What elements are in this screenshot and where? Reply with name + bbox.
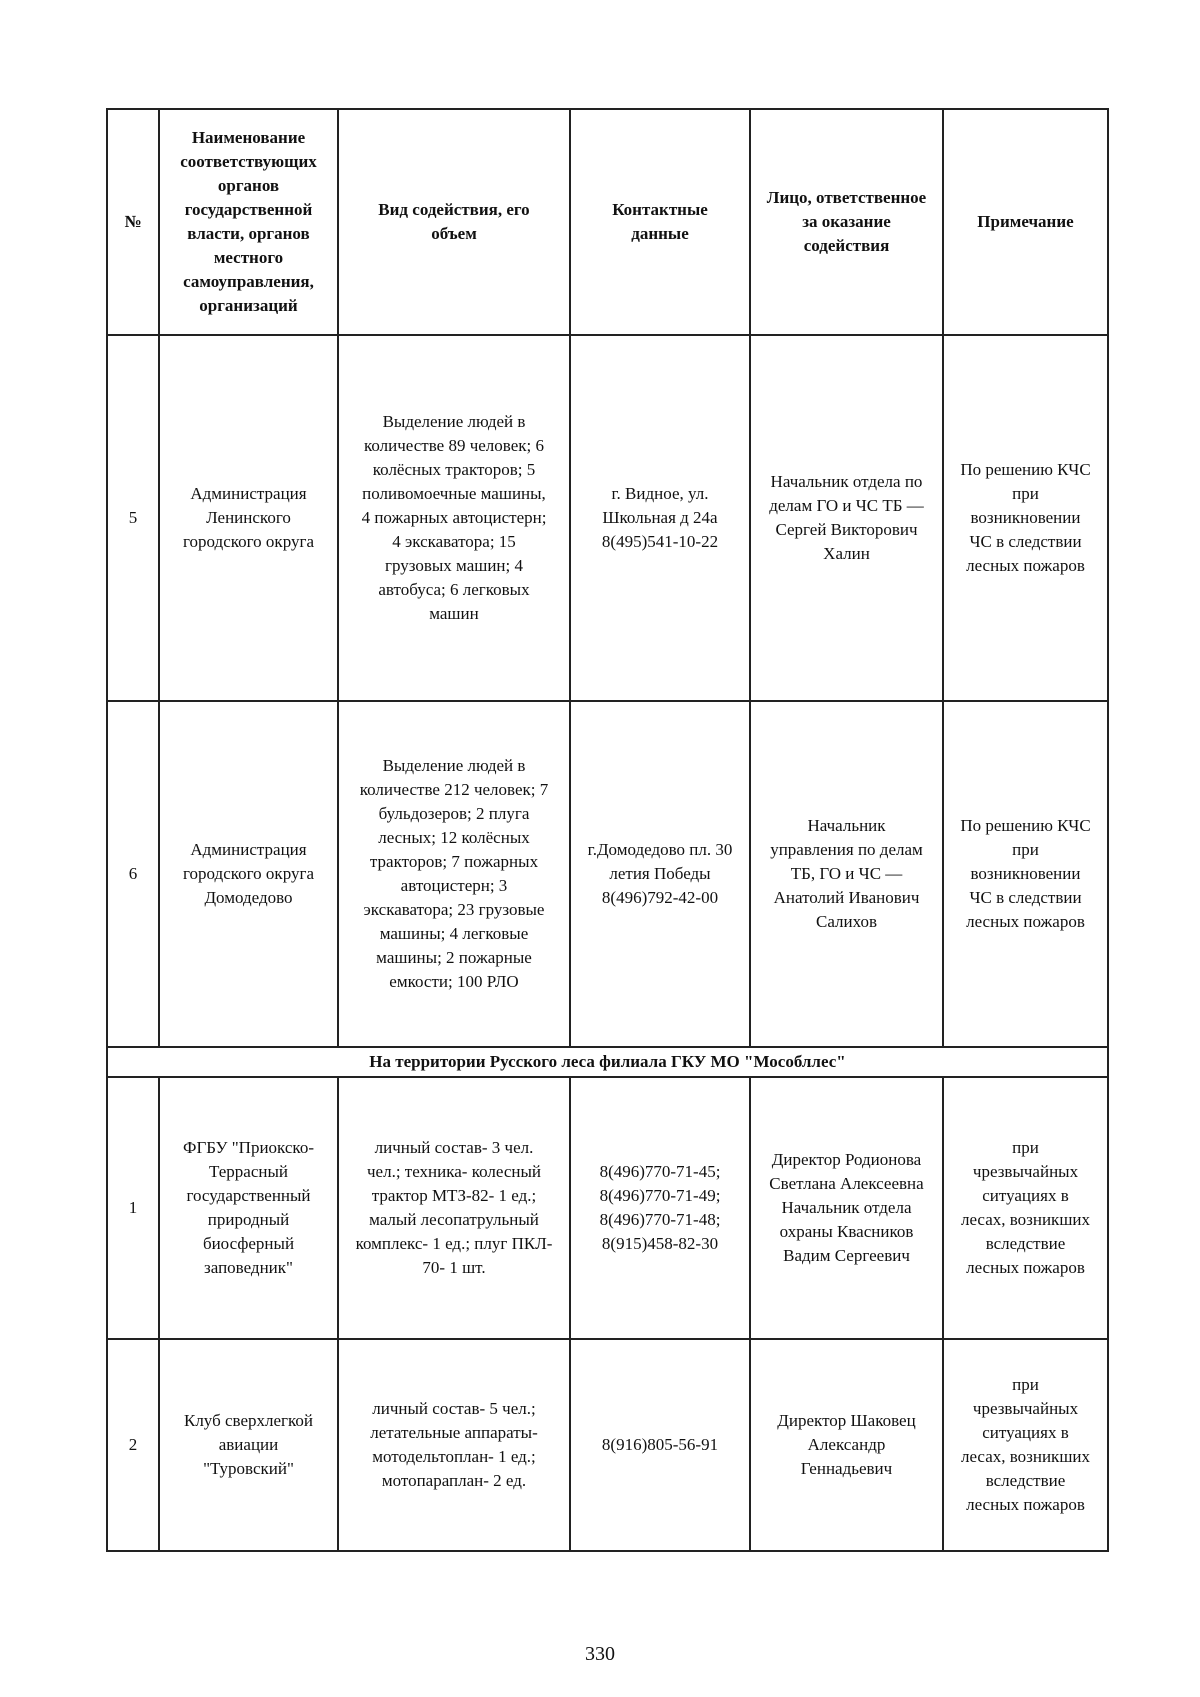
table-row xyxy=(107,1339,1108,1551)
row-responsible-person: Начальник отдела по делам ГО и ЧС ТБ — Сергей Викторович Халин xyxy=(750,335,943,701)
row-organization: Администрация Ленинского городского округа xyxy=(159,335,338,701)
row-organization: ФГБУ "Приокско- Террасный государственный природный биосферный заповедник" xyxy=(159,1077,338,1339)
row-note: По решению КЧС при возникновении ЧС в следствии лесных пожаров xyxy=(943,335,1108,701)
row-note: По решению КЧС при возникновении ЧС в следствии лесных пожаров xyxy=(943,701,1108,1047)
page-number: 330 xyxy=(585,1643,615,1665)
row-num: 1 xyxy=(107,1077,159,1339)
row-responsible-person: Директор Родионова Светлана Алексеевна Начальник отдела охраны Квасников Вадим Сергеевич xyxy=(750,1077,943,1339)
row-assistance: Выделение людей в количестве 89 человек; 6 колёсных тракторов; 5 поливомоечные машины, 4 пожарных автоцистерн; 4 экскаватора; 15 грузовых машин; 4 автобуса; 6 легковых машин xyxy=(338,335,570,701)
row-contacts: 8(496)770-71-45; 8(496)770-71-49; 8(496)770-71-48; 8(915)458-82-30 xyxy=(570,1077,750,1339)
table-header-row xyxy=(107,109,1108,335)
row-assistance: личный состав- 3 чел. чел.; техника- колесный трактор МТЗ-82- 1 ед.; малый лесопатрульный комплекс- 1 ед.; плуг ПКЛ- 70- 1 шт. xyxy=(338,1077,570,1339)
row-organization: Администрация городского округа Домодедово xyxy=(159,701,338,1047)
row-responsible-person: Директор Шаковец Александр Геннадьевич xyxy=(750,1339,943,1551)
row-contacts: 8(916)805-56-91 xyxy=(570,1339,750,1551)
section-title: На территории Русского леса филиала ГКУ МО "Мособллес" xyxy=(107,1047,1108,1077)
header-contacts: Контактные данные xyxy=(570,109,750,335)
assistance-table xyxy=(106,108,1109,1552)
table-row xyxy=(107,1077,1108,1339)
row-contacts: г. Видное, ул. Школьная д 24а 8(495)541-10-22 xyxy=(570,335,750,701)
header-num: № xyxy=(107,109,159,335)
header-assistance: Вид содействия, его объем xyxy=(338,109,570,335)
header-organization: Наименование соответствующих органов государственной власти, органов местного самоуправления, организаций xyxy=(159,109,338,335)
row-contacts: г.Домодедово пл. 30 летия Победы 8(496)792-42-00 xyxy=(570,701,750,1047)
row-assistance: Выделение людей в количестве 212 человек; 7 бульдозеров; 2 плуга лесных; 12 колёсных тракторов; 7 пожарных автоцистерн; 3 экскаватора; 23 грузовые машины; 4 легковые машины; 2 пожарные емкости; 100 РЛО xyxy=(338,701,570,1047)
row-assistance: личный состав- 5 чел.; летательные аппараты- мотодельтоплан- 1 ед.; мотопараплан- 2 ед. xyxy=(338,1339,570,1551)
row-num: 2 xyxy=(107,1339,159,1551)
row-responsible-person: Начальник управления по делам ТБ, ГО и ЧС — Анатолий Иванович Салихов xyxy=(750,701,943,1047)
row-note: при чрезвычайных ситуациях в лесах, возникших вследствие лесных пожаров xyxy=(943,1339,1108,1551)
table-row xyxy=(107,701,1108,1047)
header-responsible-person: Лицо, ответственное за оказание содействия xyxy=(750,109,943,335)
row-num: 6 xyxy=(107,701,159,1047)
header-note: Примечание xyxy=(943,109,1108,335)
table-row xyxy=(107,335,1108,701)
section-header-row xyxy=(107,1047,1108,1077)
row-num: 5 xyxy=(107,335,159,701)
row-note: при чрезвычайных ситуациях в лесах, возникших вследствие лесных пожаров xyxy=(943,1077,1108,1339)
row-organization: Клуб сверхлегкой авиации "Туровский" xyxy=(159,1339,338,1551)
